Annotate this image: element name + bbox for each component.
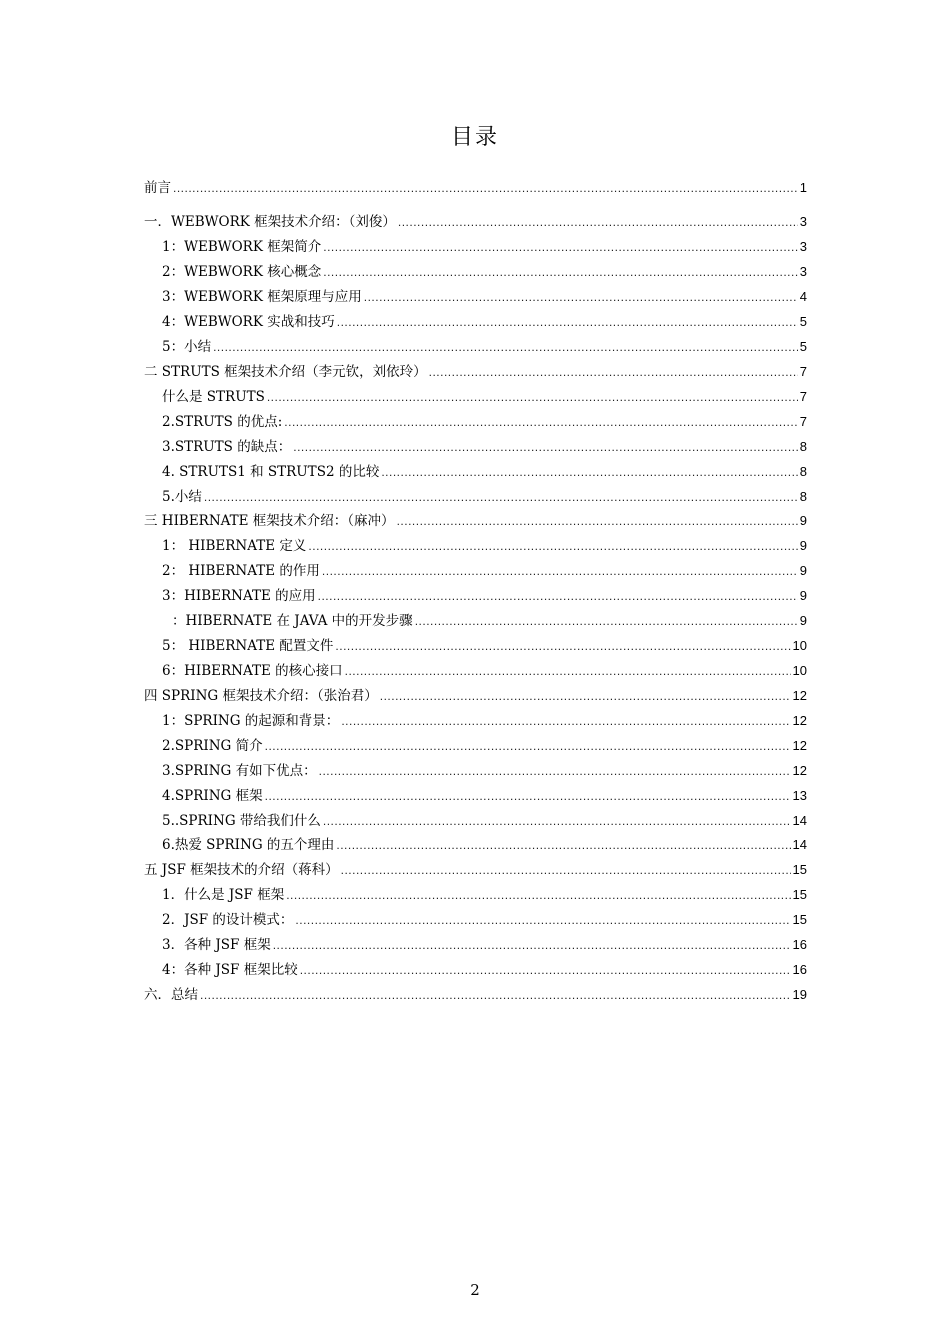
toc-entry-label: 3：WEBWORK 框架原理与应用 bbox=[162, 289, 362, 305]
toc-entry-label: 五 JSF 框架技术的介绍（蒋科） bbox=[144, 862, 339, 878]
toc-entry[interactable] bbox=[162, 337, 807, 357]
toc-entry[interactable] bbox=[162, 262, 807, 282]
toc-entry-label: 1．什么是 JSF 框架 bbox=[162, 887, 285, 903]
dot-leader bbox=[265, 736, 791, 756]
toc-entry[interactable] bbox=[162, 636, 807, 656]
toc-entry[interactable] bbox=[162, 736, 807, 756]
toc-entry-label: 2．JSF 的设计模式： bbox=[162, 912, 294, 928]
toc-entry[interactable] bbox=[162, 835, 807, 855]
toc-entry[interactable] bbox=[162, 786, 807, 806]
toc-entry[interactable] bbox=[162, 412, 807, 432]
toc-entry[interactable] bbox=[162, 287, 807, 307]
toc-entry-label: 3.STRUTS 的缺点： bbox=[162, 439, 292, 455]
toc-entry-label: 4.SPRING 框架 bbox=[162, 788, 263, 804]
toc-entry[interactable] bbox=[162, 960, 807, 980]
toc-entry-label: 前言 bbox=[144, 180, 171, 196]
toc-entry-label: 什么是 STRUTS bbox=[162, 389, 265, 405]
toc-entry[interactable] bbox=[144, 362, 807, 382]
toc-entry[interactable] bbox=[162, 462, 807, 482]
toc-entry-page: 5 bbox=[799, 314, 807, 329]
toc-entry-label: 1： HIBERNATE 定义 bbox=[162, 538, 307, 554]
toc-entry-label: 3．各种 JSF 框架 bbox=[162, 937, 271, 953]
dot-leader bbox=[323, 811, 791, 831]
toc-entry-label: 2： HIBERNATE 的作用 bbox=[162, 563, 320, 579]
toc-entry-page: 5 bbox=[799, 339, 807, 354]
toc-entry-label: 2.SPRING 简介 bbox=[162, 738, 263, 754]
toc-entry[interactable] bbox=[162, 661, 807, 681]
dot-leader bbox=[319, 761, 791, 781]
toc-entry-page: 12 bbox=[792, 738, 807, 753]
toc-entry-label: 2：WEBWORK 核心概念 bbox=[162, 264, 322, 280]
toc-entry-page: 3 bbox=[799, 239, 807, 254]
toc-entry-page: 4 bbox=[799, 289, 807, 304]
dot-leader bbox=[336, 835, 790, 855]
toc-entry[interactable] bbox=[162, 910, 807, 930]
dot-leader bbox=[415, 611, 798, 631]
toc-entry-page: 14 bbox=[792, 813, 807, 828]
toc-entry-label: 3：HIBERNATE 的应用 bbox=[162, 588, 316, 604]
dot-leader bbox=[337, 312, 798, 332]
dot-leader bbox=[322, 561, 798, 581]
toc-entry[interactable] bbox=[144, 686, 807, 706]
toc-entry[interactable] bbox=[162, 586, 807, 606]
toc-entry-page: 13 bbox=[792, 788, 807, 803]
toc-entry[interactable] bbox=[144, 860, 807, 880]
dot-leader bbox=[204, 487, 798, 507]
dot-leader bbox=[398, 212, 798, 232]
toc-entry[interactable] bbox=[162, 885, 807, 905]
toc-entry-page: 15 bbox=[792, 887, 807, 902]
dot-leader bbox=[345, 661, 791, 681]
toc-entry[interactable] bbox=[162, 487, 807, 507]
dot-leader bbox=[284, 412, 797, 432]
toc-entry-label: 2.STRUTS 的优点: bbox=[162, 414, 283, 430]
toc-entry-page: 16 bbox=[792, 937, 807, 952]
toc-entry-label: 3.SPRING 有如下优点： bbox=[162, 763, 317, 779]
dot-leader bbox=[364, 287, 798, 307]
toc-entry-label: 4：WEBWORK 实战和技巧 bbox=[162, 314, 335, 330]
toc-entry-label: 5： HIBERNATE 配置文件 bbox=[162, 638, 334, 654]
toc-entry-label: 5.小结 bbox=[162, 489, 202, 505]
dot-leader bbox=[381, 462, 797, 482]
dot-leader bbox=[295, 910, 790, 930]
dot-leader bbox=[341, 711, 790, 731]
toc-entry[interactable] bbox=[162, 935, 807, 955]
dot-leader bbox=[335, 636, 790, 656]
toc-entry-page: 9 bbox=[799, 538, 807, 553]
toc-entry-page: 8 bbox=[799, 464, 807, 479]
toc-entry-page: 10 bbox=[792, 663, 807, 678]
page-number: 2 bbox=[470, 1281, 480, 1299]
toc-entry-page: 14 bbox=[792, 837, 807, 852]
dot-leader bbox=[318, 586, 798, 606]
toc-entry-page: 12 bbox=[792, 688, 807, 703]
toc-entry-page: 12 bbox=[792, 713, 807, 728]
toc-entry[interactable] bbox=[144, 985, 807, 1005]
toc-entry-label: 三 HIBERNATE 框架技术介绍：（麻冲） bbox=[144, 513, 395, 529]
toc-entry-label: 5..SPRING 带给我们什么 bbox=[162, 813, 321, 829]
toc-entry[interactable] bbox=[144, 212, 807, 232]
toc-entry-label: 4. STRUTS1 和 STRUTS2 的比较 bbox=[162, 464, 380, 480]
toc-entry-label: ：HIBERNATE 在 JAVA 中的开发步骤 bbox=[172, 613, 413, 629]
dot-leader bbox=[341, 860, 791, 880]
toc-entry-page: 3 bbox=[799, 214, 807, 229]
dot-leader bbox=[200, 985, 791, 1005]
toc-entry-page: 9 bbox=[799, 613, 807, 628]
toc-entry[interactable] bbox=[162, 312, 807, 332]
toc-entry[interactable] bbox=[162, 711, 807, 731]
toc-entry-label: 四 SPRING 框架技术介绍：（张治君） bbox=[144, 688, 378, 704]
toc-entry-page: 9 bbox=[799, 563, 807, 578]
toc-entry-page: 15 bbox=[792, 912, 807, 927]
dot-leader bbox=[300, 960, 791, 980]
toc-entry[interactable] bbox=[162, 811, 807, 831]
page-title: 目录 bbox=[450, 125, 499, 150]
toc-entry-page: 8 bbox=[799, 439, 807, 454]
dot-leader bbox=[397, 511, 798, 531]
toc-entry[interactable] bbox=[162, 561, 807, 581]
dot-leader bbox=[286, 885, 790, 905]
toc-entry-page: 15 bbox=[792, 862, 807, 877]
toc-entry-page: 12 bbox=[792, 763, 807, 778]
toc-entry-label: 二 STRUTS 框架技术介绍（李元钦，刘依玲） bbox=[144, 364, 427, 380]
toc-entry-label: 5：小结 bbox=[162, 339, 212, 355]
toc-entry-page: 10 bbox=[792, 638, 807, 653]
toc-entry-label: 1：SPRING 的起源和背景： bbox=[162, 713, 340, 729]
toc-entry-label: 一．WEBWORK 框架技术介绍：（刘俊） bbox=[144, 214, 396, 230]
toc-entry-page: 9 bbox=[799, 513, 807, 528]
toc-entry-label: 1：WEBWORK 框架简介 bbox=[162, 239, 322, 255]
dot-leader bbox=[265, 786, 791, 806]
toc-entry-page: 9 bbox=[799, 588, 807, 603]
toc-entry-page: 8 bbox=[799, 489, 807, 504]
dot-leader bbox=[380, 686, 791, 706]
dot-leader bbox=[323, 262, 798, 282]
toc-entry-page: 3 bbox=[799, 264, 807, 279]
dot-leader bbox=[429, 362, 798, 382]
toc-entry-page: 16 bbox=[792, 962, 807, 977]
toc-entry-page: 7 bbox=[799, 389, 807, 404]
dot-leader bbox=[173, 178, 798, 198]
toc-entry[interactable] bbox=[172, 611, 807, 631]
toc-entry[interactable] bbox=[144, 178, 807, 198]
dot-leader bbox=[213, 337, 798, 357]
dot-leader bbox=[308, 536, 797, 556]
toc-entry[interactable] bbox=[162, 536, 807, 556]
toc-entry-page: 19 bbox=[792, 987, 807, 1002]
toc-entry[interactable] bbox=[162, 761, 807, 781]
toc-entry[interactable] bbox=[162, 237, 807, 257]
toc-entry[interactable] bbox=[144, 511, 807, 531]
dot-leader bbox=[323, 237, 798, 257]
toc-entry-page: 7 bbox=[799, 414, 807, 429]
toc-entry-label: 6.热爱 SPRING 的五个理由 bbox=[162, 837, 335, 853]
dot-leader bbox=[273, 935, 791, 955]
toc-entry-label: 6：HIBERNATE 的核心接口 bbox=[162, 663, 343, 679]
toc-entry[interactable] bbox=[162, 387, 807, 407]
toc-entry-page: 7 bbox=[799, 364, 807, 379]
dot-leader bbox=[293, 437, 798, 457]
toc-entry[interactable] bbox=[162, 437, 807, 457]
toc-entry-label: 六．总结 bbox=[144, 987, 198, 1003]
toc-entry-label: 4：各种 JSF 框架比较 bbox=[162, 962, 298, 978]
dot-leader bbox=[267, 387, 798, 407]
toc-entry-page: 1 bbox=[799, 180, 807, 195]
